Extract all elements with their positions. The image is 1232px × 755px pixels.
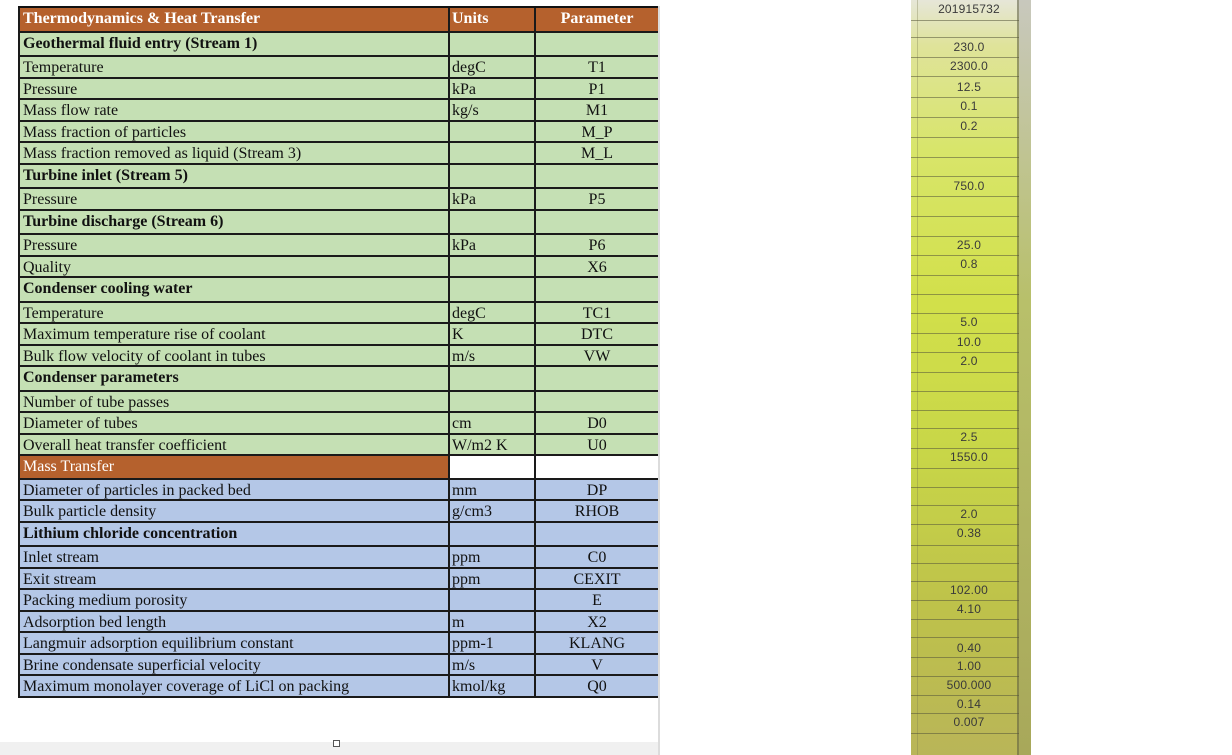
photo-ruled-line [911, 468, 1019, 469]
photo-ruled-line [911, 352, 1019, 353]
units-cell[interactable] [448, 33, 534, 56]
parameter-cell[interactable]: D0 [534, 413, 658, 433]
description-cell[interactable]: Turbine inlet (Stream 5) [18, 165, 448, 188]
units-cell[interactable]: W/m2 K [448, 435, 534, 455]
photo-ruled-line [911, 428, 1019, 429]
photo-value: 4.10 [956, 602, 982, 616]
parameter-cell[interactable]: P6 [534, 235, 658, 255]
description-cell[interactable]: Brine condensate superficial velocity [18, 655, 448, 675]
section-row [18, 367, 658, 392]
description-cell[interactable]: Bulk particle density [18, 501, 448, 521]
photo-ruled-line [911, 563, 1019, 564]
description-cell[interactable]: Bulk flow velocity of coolant in tubes [18, 346, 448, 366]
description-cell[interactable]: Geothermal fluid entry (Stream 1) [18, 33, 448, 56]
section-row [18, 33, 658, 58]
photo-ruled-line [911, 97, 1019, 98]
photo-value: 0.2 [960, 119, 978, 133]
parameter-cell[interactable] [534, 278, 658, 301]
table-row [18, 79, 658, 101]
units-cell[interactable]: kmol/kg [448, 676, 534, 696]
section-title-mass-transfer[interactable]: Mass Transfer [18, 456, 448, 478]
parameter-cell[interactable]: VW [534, 346, 658, 366]
photo-value: 1.00 [956, 659, 982, 673]
description-cell[interactable]: Langmuir adsorption equilibrium constant [18, 633, 448, 653]
parameter-cell[interactable]: DTC [534, 324, 658, 344]
parameter-table [18, 6, 658, 698]
photo-margin-line [917, 0, 918, 755]
table-row [18, 57, 658, 79]
photo-value: 750.0 [953, 179, 985, 193]
units-cell[interactable]: m/s [448, 346, 534, 366]
notebook-photo [911, 0, 1031, 755]
units-cell[interactable]: m/s [448, 655, 534, 675]
photo-ruled-line [911, 600, 1019, 601]
table-row [18, 235, 658, 257]
parameter-cell[interactable] [534, 392, 658, 412]
table-row [18, 122, 658, 144]
photo-ruled-line [911, 76, 1019, 77]
parameter-cell[interactable]: RHOB [534, 501, 658, 521]
photo-ruled-line [911, 275, 1019, 276]
table-row [18, 189, 658, 211]
parameter-cell[interactable]: P5 [534, 189, 658, 209]
photo-ruled-line [911, 676, 1019, 677]
description-cell[interactable]: Maximum monolayer coverage of LiCl on packing [18, 676, 448, 696]
photo-ruled-line [911, 733, 1019, 734]
description-cell[interactable]: Lithium chloride concentration [18, 523, 448, 546]
units-cell[interactable]: degC [448, 303, 534, 323]
units-cell[interactable] [448, 211, 534, 234]
photo-value: 0.007 [953, 715, 985, 729]
photo-ruled-line [911, 545, 1019, 546]
units-cell[interactable]: ppm [448, 547, 534, 567]
table-row [18, 392, 658, 414]
photo-ruled-line [911, 524, 1019, 525]
parameter-cell[interactable] [534, 33, 658, 56]
units-cell[interactable]: kPa [448, 189, 534, 209]
section-row [18, 211, 658, 236]
parameter-cell[interactable]: TC1 [534, 303, 658, 323]
parameter-cell[interactable] [534, 211, 658, 234]
section-row [18, 278, 658, 303]
sheet-bottom-strip [0, 742, 660, 755]
photo-edge [1019, 0, 1031, 755]
description-cell[interactable]: Temperature [18, 303, 448, 323]
table-row [18, 303, 658, 325]
photo-ruled-line [911, 137, 1019, 138]
photo-value: 0.40 [956, 641, 982, 655]
photo-ruled-line [911, 410, 1019, 411]
units-cell[interactable]: m [448, 612, 534, 632]
description-cell[interactable]: Mass fraction removed as liquid (Stream 3) [18, 143, 448, 163]
units-cell[interactable] [448, 165, 534, 188]
units-cell[interactable]: ppm [448, 569, 534, 589]
table-row [18, 569, 658, 591]
parameter-cell[interactable]: M1 [534, 100, 658, 120]
units-cell[interactable]: cm [448, 413, 534, 433]
photo-ruled-line [911, 487, 1019, 488]
units-cell[interactable]: g/cm3 [448, 501, 534, 521]
description-cell[interactable]: Adsorption bed length [18, 612, 448, 632]
units-cell[interactable]: degC [448, 57, 534, 77]
photo-ruled-line [911, 57, 1019, 58]
parameter-cell[interactable]: DP [534, 480, 658, 500]
units-cell[interactable]: ppm-1 [448, 633, 534, 653]
photo-ruled-line [911, 448, 1019, 449]
table-row [18, 143, 658, 165]
parameter-header[interactable]: Parameter [534, 8, 658, 31]
units-cell[interactable] [448, 278, 534, 301]
photo-value: 2300.0 [950, 59, 988, 73]
resize-handle[interactable] [333, 740, 340, 747]
photo-ruled-line [911, 581, 1019, 582]
sheet-edge [658, 6, 660, 755]
description-cell[interactable]: Packing medium porosity [18, 590, 448, 610]
parameter-cell[interactable]: X2 [534, 612, 658, 632]
description-cell[interactable]: Inlet stream [18, 547, 448, 567]
photo-ruled-line [911, 157, 1019, 158]
parameter-cell[interactable]: M_L [534, 143, 658, 163]
photo-value: 1550.0 [950, 450, 988, 464]
description-cell[interactable]: Quality [18, 257, 448, 277]
section-header-row [18, 456, 658, 480]
parameter-cell[interactable]: E [534, 590, 658, 610]
parameter-cell[interactable] [534, 165, 658, 188]
units-cell[interactable] [448, 367, 534, 390]
photo-ruled-line [911, 657, 1019, 658]
parameter-cell[interactable]: U0 [534, 435, 658, 455]
units-cell[interactable]: K [448, 324, 534, 344]
photo-ruled-line [911, 333, 1019, 334]
description-cell[interactable]: Pressure [18, 189, 448, 209]
description-cell[interactable]: Temperature [18, 57, 448, 77]
units-cell[interactable]: kPa [448, 79, 534, 99]
section-title-thermo[interactable]: Thermodynamics & Heat Transfer [18, 8, 448, 31]
table-row [18, 480, 658, 502]
photo-value: 0.38 [956, 526, 982, 540]
description-cell[interactable]: Number of tube passes [18, 392, 448, 412]
photo-id-number: 201915732 [938, 2, 1000, 16]
units-cell[interactable] [448, 392, 534, 412]
photo-ruled-line [911, 619, 1019, 620]
photo-value: 5.0 [960, 315, 978, 329]
photo-ruled-line [911, 216, 1019, 217]
photo-ruled-line [911, 117, 1019, 118]
parameter-cell[interactable]: P1 [534, 79, 658, 99]
section-row [18, 165, 658, 190]
table-row [18, 435, 658, 457]
table-row [18, 547, 658, 569]
units-cell[interactable] [448, 122, 534, 142]
table-row [18, 590, 658, 612]
table-header-row [18, 8, 658, 33]
photo-value: 230.0 [953, 40, 985, 54]
description-cell[interactable]: Mass flow rate [18, 100, 448, 120]
photo-ruled-line [911, 505, 1019, 506]
photo-value: 12.5 [956, 80, 982, 94]
parameter-cell[interactable] [534, 367, 658, 390]
table-row [18, 655, 658, 677]
photo-value: 2.0 [960, 354, 978, 368]
photo-value: 2.5 [960, 430, 978, 444]
photo-value: 500.000 [946, 678, 992, 692]
units-cell[interactable]: kg/s [448, 100, 534, 120]
table-row [18, 633, 658, 655]
units-cell[interactable] [448, 257, 534, 277]
photo-value: 102.00 [950, 583, 988, 597]
units-cell[interactable] [448, 456, 534, 478]
parameter-cell[interactable]: KLANG [534, 633, 658, 653]
photo-value: 0.1 [960, 99, 978, 113]
description-cell[interactable]: Diameter of tubes [18, 413, 448, 433]
parameter-cell[interactable] [534, 456, 658, 478]
description-cell[interactable]: Overall heat transfer coefficient [18, 435, 448, 455]
parameter-cell[interactable]: C0 [534, 547, 658, 567]
description-cell[interactable]: Condenser cooling water [18, 278, 448, 301]
photo-ruled-line [911, 637, 1019, 638]
units-cell[interactable] [448, 523, 534, 546]
photo-value: 25.0 [956, 238, 982, 252]
units-header[interactable]: Units [448, 8, 534, 31]
table-row [18, 324, 658, 346]
description-cell[interactable]: Maximum temperature rise of coolant [18, 324, 448, 344]
photo-ruled-line [911, 372, 1019, 373]
photo-ruled-line [911, 294, 1019, 295]
parameter-cell[interactable]: CEXIT [534, 569, 658, 589]
units-cell[interactable]: kPa [448, 235, 534, 255]
description-cell[interactable]: Pressure [18, 235, 448, 255]
units-cell[interactable] [448, 143, 534, 163]
photo-ruled-line [911, 391, 1019, 392]
description-cell[interactable]: Exit stream [18, 569, 448, 589]
units-cell[interactable]: mm [448, 480, 534, 500]
section-row [18, 523, 658, 548]
photo-value: 0.14 [956, 697, 982, 711]
table-row [18, 413, 658, 435]
parameter-cell[interactable]: V [534, 655, 658, 675]
parameter-cell[interactable]: T1 [534, 57, 658, 77]
table-row [18, 257, 658, 279]
units-cell[interactable] [448, 590, 534, 610]
table-row [18, 100, 658, 122]
photo-ruled-line [911, 37, 1019, 38]
parameter-cell[interactable]: X6 [534, 257, 658, 277]
parameter-cell[interactable]: M_P [534, 122, 658, 142]
description-cell[interactable]: Mass fraction of particles [18, 122, 448, 142]
description-cell[interactable]: Condenser parameters [18, 367, 448, 390]
photo-ruled-line [911, 20, 1019, 21]
photo-value: 0.8 [960, 257, 978, 271]
photo-ruled-line [911, 255, 1019, 256]
photo-ruled-line [911, 176, 1019, 177]
parameter-cell[interactable] [534, 523, 658, 546]
photo-ruled-line [911, 196, 1019, 197]
photo-value: 2.0 [960, 507, 978, 521]
photo-ruled-line [911, 236, 1019, 237]
photo-value: 10.0 [956, 335, 982, 349]
photo-ruled-line [911, 695, 1019, 696]
photo-ruled-line [911, 713, 1019, 714]
description-cell[interactable]: Turbine discharge (Stream 6) [18, 211, 448, 234]
table-row [18, 612, 658, 634]
description-cell[interactable]: Diameter of particles in packed bed [18, 480, 448, 500]
table-row [18, 501, 658, 523]
parameter-cell[interactable]: Q0 [534, 676, 658, 696]
table-row [18, 676, 658, 698]
description-cell[interactable]: Pressure [18, 79, 448, 99]
table-row [18, 346, 658, 368]
photo-ruled-line [911, 313, 1019, 314]
